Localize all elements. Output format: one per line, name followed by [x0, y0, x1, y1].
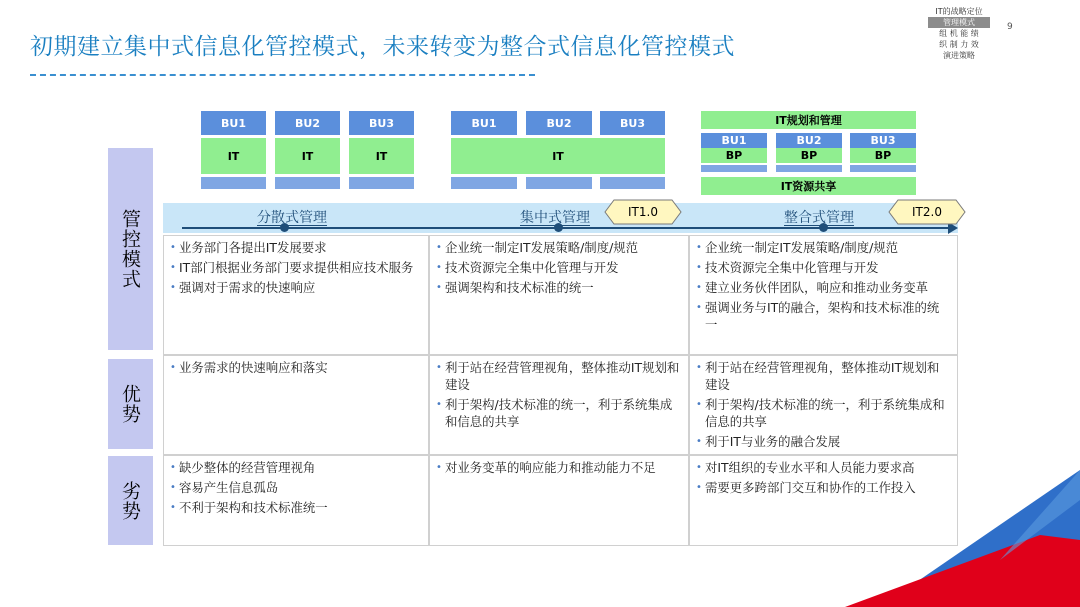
it-block: IT	[349, 138, 414, 174]
it-block: IT	[201, 138, 266, 174]
list-item: • 技术资源完全集中化管理与开发	[696, 259, 951, 276]
bu-header: BU1	[451, 111, 517, 135]
bu-base	[776, 165, 842, 172]
bu-base	[275, 177, 340, 189]
list-item: • 对IT组织的专业水平和人员能力要求高	[696, 459, 951, 476]
title-divider	[30, 74, 535, 76]
bu-base	[701, 165, 767, 172]
list-item: • 利于架构/技术标准的统一，利于系统集成和信息的共享	[696, 396, 951, 430]
list-item: • 技术资源完全集中化管理与开发	[436, 259, 682, 276]
bu-base	[600, 177, 665, 189]
marker-it2: IT2.0	[888, 199, 966, 225]
list-item: • 强调架构和技术标准的统一	[436, 279, 682, 296]
bp-block: BP	[850, 148, 916, 163]
cell-advantage-integrated	[689, 355, 958, 455]
bu-header: BU1	[701, 133, 767, 148]
shared-it-block: IT	[451, 138, 665, 174]
bu-header: BU3	[600, 111, 665, 135]
list-item: • 建立业务伙伴团队，响应和推动业务变革	[696, 279, 951, 296]
row-label-disadvantage: 劣势	[108, 456, 153, 545]
list-item: • 利于站在经营管理视角，整体推动IT规划和建设	[696, 359, 951, 393]
page-title: 初期建立集中式信息化管控模式，未来转变为整合式信息化管控模式	[30, 34, 735, 60]
bu-header: BU3	[850, 133, 916, 148]
nav-item-row-b[interactable]: 织 制 力 效	[939, 40, 979, 49]
page-number: 9	[1007, 22, 1013, 32]
phase-integrated: 整合式管理	[784, 210, 854, 226]
bu-header: BU1	[201, 111, 266, 135]
cell-disadvantage-centralized	[429, 455, 689, 546]
nav-item-evolution[interactable]: 演进策略	[943, 51, 975, 60]
bu-base	[526, 177, 592, 189]
list-item: • 利于架构/技术标准的统一，利于系统集成和信息的共享	[436, 396, 682, 430]
section-nav	[928, 6, 990, 61]
bu-base	[349, 177, 414, 189]
list-item: • 业务需求的快速响应和落实	[170, 359, 422, 376]
cell-disadvantage-integrated	[689, 455, 958, 546]
list-item: • 利于IT与业务的融合发展	[696, 433, 951, 450]
cell-mode-integrated	[689, 235, 958, 355]
bu-header: BU2	[776, 133, 842, 148]
it-resource-sharing-block: IT资源共享	[701, 177, 916, 195]
list-item: • 不利于架构和技术标准统一	[170, 499, 422, 516]
row-label-mode: 管控模式	[108, 148, 153, 350]
timeline-arrow	[182, 227, 950, 229]
nav-item-strategy[interactable]: IT的战略定位	[935, 7, 983, 16]
list-item: • 需要更多跨部门交互和协作的工作投入	[696, 479, 951, 496]
bp-block: BP	[701, 148, 767, 163]
list-item: • 强调业务与IT的融合，架构和技术标准的统一	[696, 299, 951, 333]
row-label-advantage: 优势	[108, 359, 153, 449]
bu-header: BU2	[526, 111, 592, 135]
list-item: • 企业统一制定IT发展策略/制度/规范	[436, 239, 682, 256]
list-item: • 对业务变革的响应能力和推动能力不足	[436, 459, 682, 476]
cell-mode-centralized	[429, 235, 689, 355]
bp-block: BP	[776, 148, 842, 163]
list-item: • IT部门根据业务部门要求提供相应技术服务	[170, 259, 422, 276]
list-item: • 缺少整体的经营管理视角	[170, 459, 422, 476]
nav-item-management-mode[interactable]: 管理模式	[928, 17, 990, 28]
list-item: • 容易产生信息孤岛	[170, 479, 422, 496]
list-item: • 企业统一制定IT发展策略/制度/规范	[696, 239, 951, 256]
list-item: • 利于站在经营管理视角，整体推动IT规划和建设	[436, 359, 682, 393]
bu-base	[850, 165, 916, 172]
cell-disadvantage-dispersed	[163, 455, 429, 546]
cell-advantage-centralized	[429, 355, 689, 455]
it-block: IT	[275, 138, 340, 174]
phase-centralized: 集中式管理	[520, 210, 590, 226]
marker-it1: IT1.0	[604, 199, 682, 225]
phase-dispersed: 分散式管理	[257, 210, 327, 226]
cell-advantage-dispersed	[163, 355, 429, 455]
bu-header: BU3	[349, 111, 414, 135]
cell-mode-dispersed	[163, 235, 429, 355]
bu-base	[201, 177, 266, 189]
it-planning-block: IT规划和管理	[701, 111, 916, 129]
bu-header: BU2	[275, 111, 340, 135]
list-item: • 强调对于需求的快速响应	[170, 279, 422, 296]
bu-base	[451, 177, 517, 189]
nav-item-row-a[interactable]: 组 机 能 绩	[939, 29, 979, 38]
list-item: • 业务部门各提出IT发展要求	[170, 239, 422, 256]
